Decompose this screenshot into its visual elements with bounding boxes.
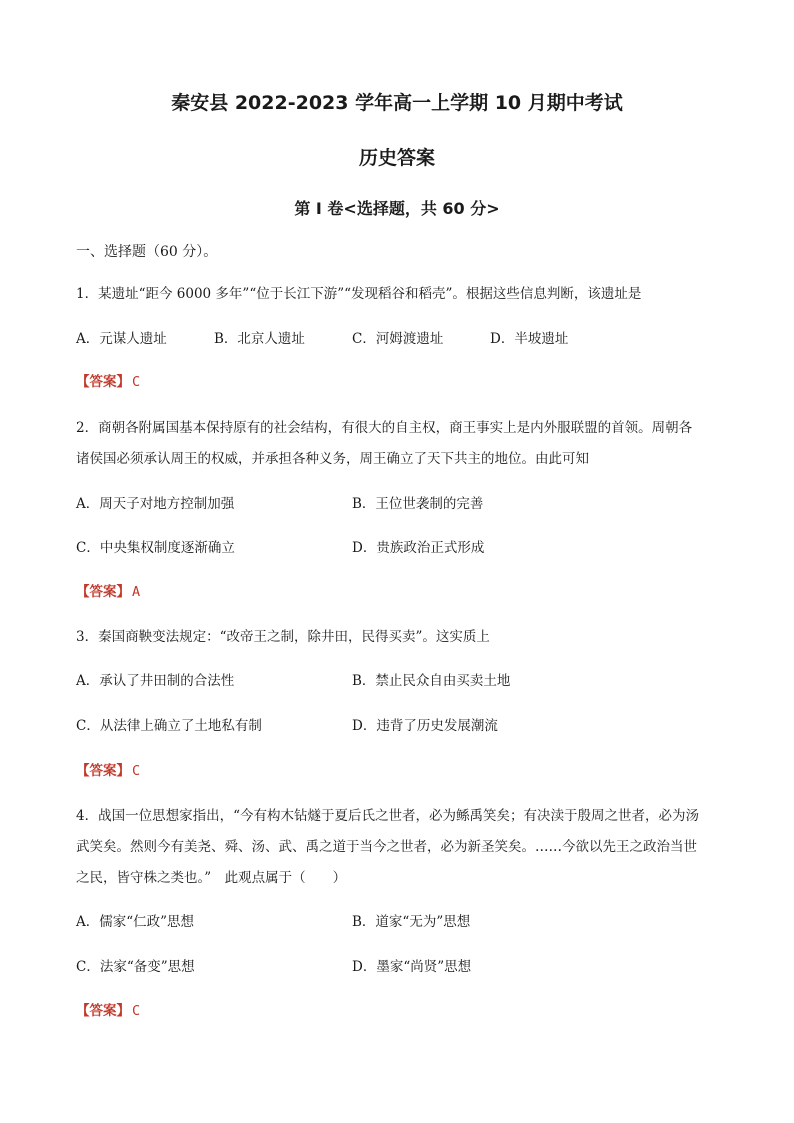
answer-value: C	[132, 1003, 141, 1019]
question-3-answer	[76, 761, 140, 781]
question-4-stem-line-3: 之民，皆守株之类也。” 此观点属于（ ）	[76, 870, 347, 886]
question-4-answer	[76, 1001, 140, 1021]
question-2-answer	[76, 582, 140, 602]
section-heading: 一、选择题（60 分）。	[76, 244, 218, 260]
answer-value: A	[132, 584, 141, 600]
answer-label: 【答案】	[76, 1003, 130, 1019]
question-3-option-d: D．违背了历史发展潮流	[352, 718, 498, 734]
answer-label: 【答案】	[76, 763, 130, 779]
answer-label: 【答案】	[76, 374, 130, 390]
document-subtitle: 历史答案	[358, 147, 435, 169]
question-3-option-b: B．禁止民众自由买卖土地	[352, 673, 511, 689]
question-3-option-a: A．承认了井田制的合法性	[76, 673, 235, 689]
question-4-option-d: D．墨家“尚贤”思想	[352, 959, 472, 975]
question-1-option-b: B．北京人遗址	[214, 331, 305, 347]
question-2-option-d: D．贵族政治正式形成	[352, 540, 485, 556]
question-4-option-c: C．法家“备变”思想	[76, 959, 195, 975]
answer-value: C	[132, 374, 141, 390]
question-1-stem: 1．某遗址“距今 6000 多年”“位于长江下游”“发现稻谷和稻壳”。根据这些信息判断，该遗址是	[76, 286, 642, 302]
question-4-option-a: A．儒家“仁政”思想	[76, 914, 195, 930]
answer-label: 【答案】	[76, 584, 130, 600]
question-2-stem-line-1: 2．商朝各附属国基本保持原有的社会结构，有很大的自主权，商王事实上是内外服联盟的首领。周朝各	[76, 420, 693, 436]
part-title: 第 I 卷<选择题，共 60 分>	[294, 199, 500, 218]
question-1-option-d: D．半坡遗址	[490, 331, 569, 347]
question-1-option-a: A．元谋人遗址	[76, 331, 167, 347]
question-2-option-a: A．周天子对地方控制加强	[76, 496, 235, 512]
question-1-option-c: C．河姆渡遗址	[352, 331, 444, 347]
question-2-stem-line-2: 诸侯国必须承认周王的权威，并承担各种义务，周王确立了天下共主的地位。由此可知	[76, 451, 589, 467]
document-title: 秦安县 2022-2023 学年高一上学期 10 月期中考试	[171, 92, 623, 114]
question-4-stem-line-1: 4．战国一位思想家指出，“今有构木钻燧于夏后氏之世者，必为鲧禹笑矣；有决渎于殷周之世者，必为汤	[76, 808, 699, 824]
question-3-stem: 3．秦国商鞅变法规定：“改帝王之制，除井田，民得买卖”。这实质上	[76, 629, 490, 645]
question-2-option-c: C．中央集权制度逐渐确立	[76, 540, 235, 556]
answer-value: C	[132, 763, 141, 779]
question-4-stem-line-2: 武笑矣。然则今有美尧、舜、汤、武、禹之道于当今之世者，必为新圣笑矣。……今欲以先王之政治当世	[76, 839, 697, 855]
question-4-option-b: B．道家“无为”思想	[352, 914, 471, 930]
question-3-option-c: C．从法律上确立了土地私有制	[76, 718, 262, 734]
question-1-answer	[76, 372, 140, 392]
question-2-option-b: B．王位世袭制的完善	[352, 496, 484, 512]
